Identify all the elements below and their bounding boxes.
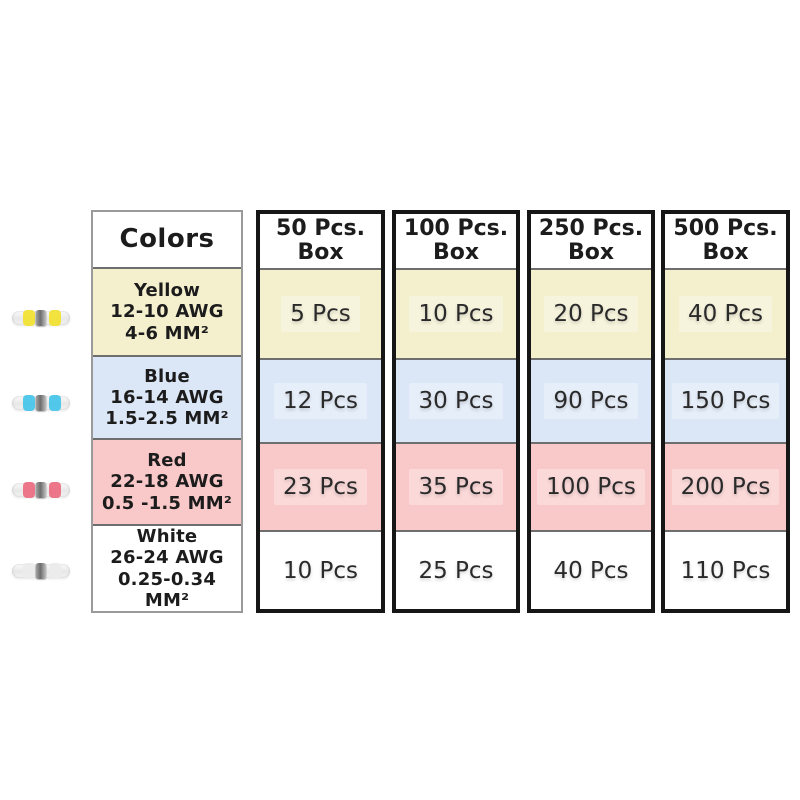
- color-cell-yellow: [93, 267, 241, 355]
- colors-column-header: Colors: [93, 212, 241, 267]
- count-cell: [665, 530, 786, 609]
- count-value: 30 Pcs: [409, 383, 502, 419]
- header-line2: Box: [702, 240, 749, 265]
- box-column-250pcs: [527, 210, 655, 613]
- solder-ring: [36, 563, 47, 579]
- connector-band: [23, 563, 35, 579]
- yellow-connector-image: [12, 311, 70, 325]
- awg-range: 26-24 AWG: [110, 547, 224, 569]
- count-cell: [260, 268, 381, 358]
- box-column-header: [396, 214, 516, 268]
- color-cell-white: [93, 524, 241, 611]
- connector-band: [49, 563, 61, 579]
- count-cell: [665, 358, 786, 442]
- color-name: Blue: [144, 365, 190, 387]
- count-value: 150 Pcs: [672, 383, 780, 419]
- color-name: Red: [147, 450, 187, 472]
- count-cell: [665, 442, 786, 530]
- box-column-500pcs: [661, 210, 790, 613]
- blue-connector-image: [12, 396, 70, 410]
- count-value: 23 Pcs: [274, 469, 367, 505]
- header-line2: Box: [567, 240, 615, 265]
- count-value: 35 Pcs: [409, 469, 502, 505]
- count-value: 40 Pcs: [553, 557, 629, 584]
- box-column-header: [260, 214, 381, 268]
- count-cell: [396, 268, 516, 358]
- awg-range: 12-10 AWG: [110, 301, 224, 323]
- count-cell: [396, 530, 516, 609]
- count-cell: [260, 358, 381, 442]
- header-line1: 250 Pcs.: [538, 216, 644, 242]
- solder-ring: [36, 395, 47, 411]
- box-column-50pcs: [256, 210, 385, 613]
- count-cell: [260, 442, 381, 530]
- header-line1: 500 Pcs.: [673, 216, 778, 242]
- count-value: 100 Pcs: [537, 469, 645, 505]
- count-value: 10 Pcs: [282, 557, 359, 584]
- color-name: Yellow: [133, 280, 201, 302]
- connector-band: [49, 310, 61, 326]
- awg-range: 16-14 AWG: [110, 386, 224, 408]
- count-value: 10 Pcs: [409, 296, 502, 332]
- mm2-range: 0.5 -1.5 MM²: [102, 492, 232, 514]
- color-cell-red: [93, 438, 241, 524]
- count-cell: [531, 442, 651, 530]
- solder-ring: [36, 482, 47, 498]
- mm2-range: 1.5-2.5 MM²: [105, 408, 229, 430]
- header-line1: 50 Pcs.: [276, 216, 365, 242]
- mm2-range: 4-6 MM²: [125, 322, 209, 344]
- box-column-header: [531, 214, 651, 268]
- count-value: 90 Pcs: [544, 383, 637, 419]
- count-cell: [396, 442, 516, 530]
- box-column-100pcs: [392, 210, 520, 613]
- count-value: 110 Pcs: [680, 557, 771, 584]
- color-name: White: [136, 526, 198, 548]
- count-value: 20 Pcs: [544, 296, 637, 332]
- count-value: 5 Pcs: [281, 296, 359, 332]
- box-column-header: [665, 214, 786, 268]
- connector-band: [23, 482, 35, 498]
- white-connector-image: [12, 564, 70, 578]
- count-value: 25 Pcs: [418, 557, 494, 584]
- solder-ring: [36, 310, 47, 326]
- count-cell: [531, 268, 651, 358]
- color-cell-blue: [93, 355, 241, 437]
- connector-band: [49, 482, 61, 498]
- count-cell: [260, 530, 381, 609]
- count-cell: [665, 268, 786, 358]
- header-line2: Box: [432, 240, 480, 265]
- mm2-range: 0.25-0.34 MM²: [117, 568, 217, 611]
- colors-column: [91, 210, 243, 613]
- header-line1: 100 Pcs.: [403, 216, 509, 242]
- count-cell: [396, 358, 516, 442]
- count-value: 40 Pcs: [679, 296, 772, 332]
- connector-band: [23, 310, 35, 326]
- count-value: 12 Pcs: [274, 383, 367, 419]
- red-connector-image: [12, 483, 70, 497]
- connector-band: [23, 395, 35, 411]
- count-cell: [531, 358, 651, 442]
- awg-range: 22-18 AWG: [110, 471, 224, 493]
- count-value: 200 Pcs: [672, 469, 780, 505]
- connector-band: [49, 395, 61, 411]
- header-line2: Box: [297, 240, 344, 265]
- count-cell: [531, 530, 651, 609]
